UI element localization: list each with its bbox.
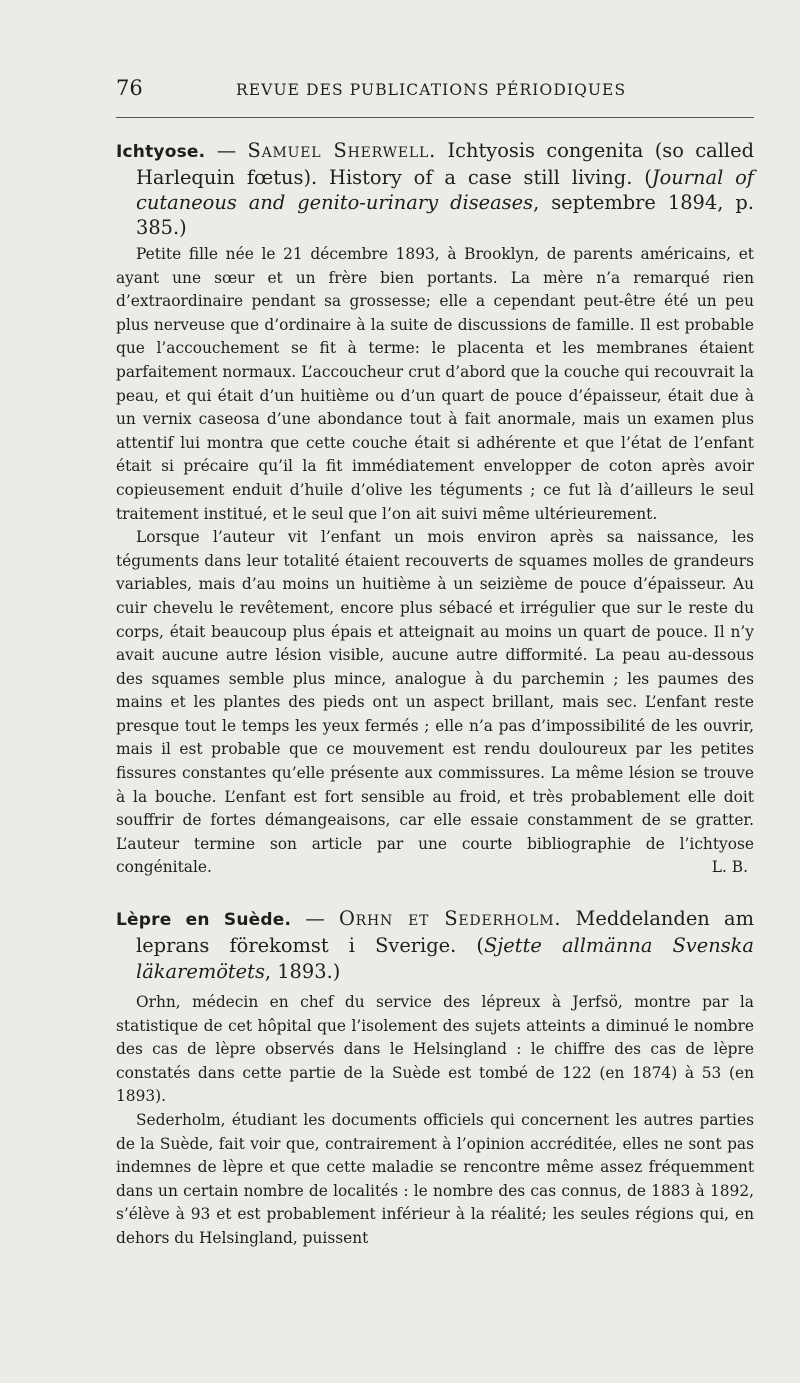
citation-title: Ichtyosis congenita (so called Harlequin fœtus). History of a case still living. ( <box>136 139 755 189</box>
article-lepre <box>116 906 754 1251</box>
article-heading <box>116 906 754 985</box>
body-paragraph: Lorsque l’auteur vit l’enfant un mois environ après sa naissance, les téguments dans leur totalité étaient recouverts de squames molles de grandeurs variables, mais d’au moins un huitième à un seizième de pouce d’épaisseur. Au cuir chevelu le revêtement, encore plus sébacé et irrégulier que sur le reste du corps, était beaucoup plus épais et atteignait au moins un quart de pouce. Il n’y avait aucune autre lésion visible, aucune autre difformité. La peau au-dessous des squames semble plus mince, analogue à du parchemin ; les paumes des mains et les plantes des pieds ont un aspect brillant, mais sec. L’enfant reste presque tout le temps les yeux fermés ; elle n’a pas d’impossibilité de les ouvrir, mais il est probable que ce mouvement est rendu douloureux par les petites fissures constantes qu’elle présente aux commissures. La même lésion se trouve à la bouche. L’enfant est fort sensible au froid, et très probablement elle doit souffrir de fortes démangeaisons, car elle essaie constamment de se gratter. L’auteur termine son article par une courte bibliographie de l’ichtyose congénitale. <box>116 528 754 877</box>
header-rule <box>116 117 754 118</box>
reviewer-signature: L. B. <box>711 858 748 877</box>
article-keyword: Lèpre en Suède. <box>116 910 292 930</box>
body-paragraph: Petite fille née le 21 décembre 1893, à Brooklyn, de parents américains, et ayant une sœur et un frère bien portants. La mère n’a remarqué rien d’extraordinaire pendant sa grossesse; elle a cependant peut-être été un peu plus nerveuse que d’ordinaire à la suite de discussions de famille. Il est probable que l’accouchement se fit à terme: le placenta et les membranes étaient parfaitement normaux. L’accoucheur crut d’abord que la couche qui recouvrait la peau, et qui était d’un huitième ou d’un quart de pouce d’épaisseur, était due à un vernix caseosa d’une abondance tout à fait anormale, mais un examen plus attentif lui montra que cette couche était si adhérente et que l’état de l’enfant était si précaire qu’il la fit immédiatement envelopper de coton après avoir copieusement enduit d’huile d’olive les téguments ; ce fut là d’ailleurs le seul traitement institué, et le seul que l’on ait suivi même ultérieurement. <box>116 245 754 523</box>
body-paragraph: Sederholm, étudiant les documents officiels qui concernent les autres parties de la Suède, fait voir que, contrairement à l’opinion accréditée, elles ne sont pas indemnes de lèpre et que cette maladie se rencontre même assez fréquemment dans un certain nombre de localités : le nombre des cas connus, de 1883 à 1892, s’élève à 93 et est probablement inférieur à la réalité; les seules régions qui, en dehors du Helsingland, puissent <box>116 1110 754 1247</box>
citation-title: Meddelanden am leprans förekomst i Sverige. ( <box>136 907 754 957</box>
journal-name: Journal of cutaneous and genito-urinary diseases <box>136 166 754 214</box>
citation-tail: , septembre 1894, p. 385.) <box>136 191 754 239</box>
running-head <box>116 76 754 106</box>
page-number: 76 <box>116 76 143 100</box>
article-heading <box>116 138 754 240</box>
article-authors: Samuel Sherwell. <box>247 139 437 162</box>
article-keyword: Ichtyose. <box>116 142 206 162</box>
article-body <box>116 243 754 880</box>
article-authors: Orhn et Sederholm. <box>338 907 562 930</box>
citation-tail: , 1893.) <box>264 960 341 983</box>
article-body <box>116 991 754 1251</box>
journal-name: Sjette allmänna Svenska läkaremötets <box>136 934 754 983</box>
body-paragraph: Orhn, médecin en chef du service des lépreux à Jerfsö, montre par la statistique de cet hôpital que l’isolement des sujets atteints a diminué le nombre des cas de lèpre observés dans le Helsingland : le chiffre des cas de lèpre constatés dans cette partie de la Suède est tombé de 122 (en 1874) à 53 (en 1893). <box>116 993 754 1106</box>
journal-title: REVUE DES PUBLICATIONS PÉRIODIQUES <box>236 81 627 99</box>
heading-dash: — <box>205 139 248 162</box>
heading-dash: — <box>291 907 339 930</box>
article-ichtyose <box>116 138 754 880</box>
